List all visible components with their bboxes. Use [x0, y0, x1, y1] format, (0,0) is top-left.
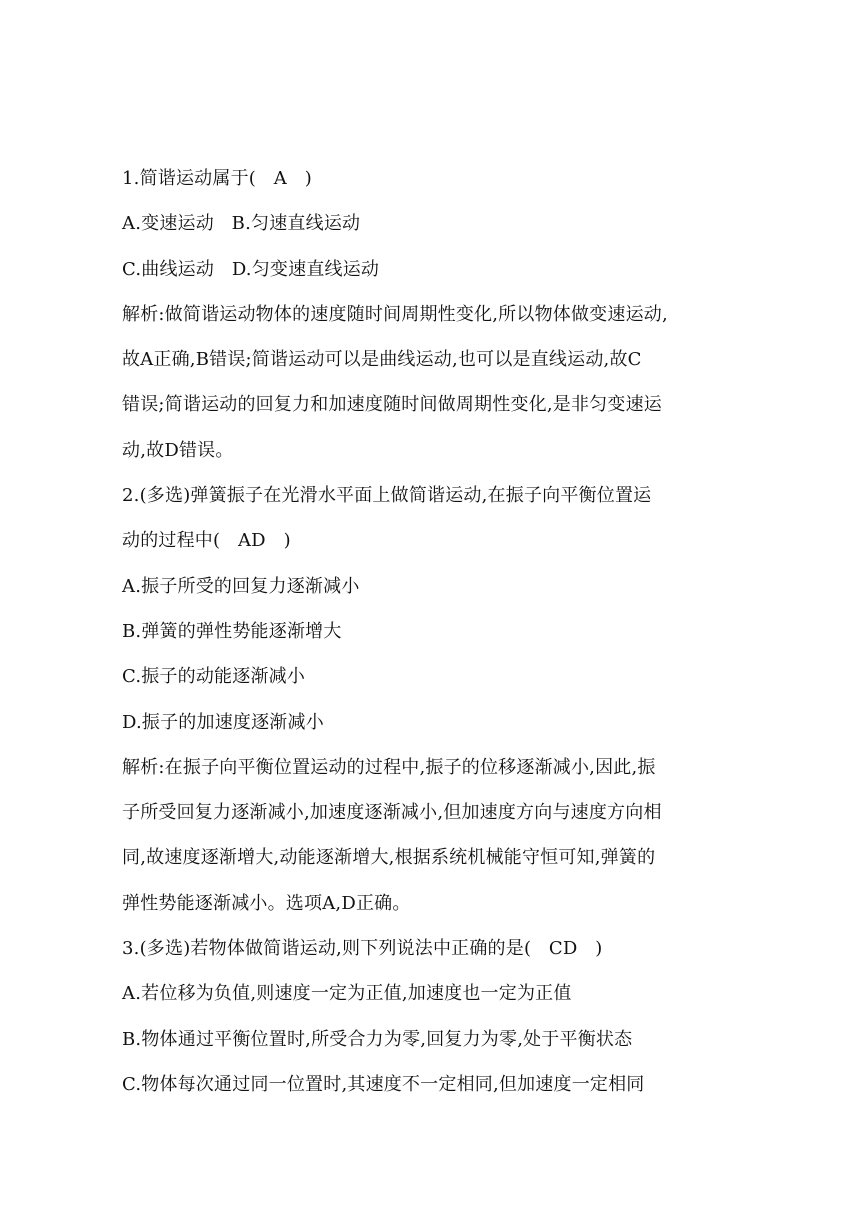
question-3-option-a: A.若位移为负值,则速度一定为正值,加速度也一定为正值	[122, 983, 572, 1005]
document-page	[122, 156, 742, 1107]
question-1-explanation-line-3: 错误;简谐运动的回复力和加速度随时间做周期性变化,是非匀变速运	[122, 394, 662, 416]
question-2-option-b: B.弹簧的弹性势能逐渐增大	[122, 620, 342, 642]
question-3-stem: 3.(多选)若物体做简谐运动,则下列说法中正确的是( CD )	[122, 938, 603, 960]
question-1-explanation-line-2: 故A正确,B错误;简谐运动可以是曲线运动,也可以是直线运动,故C	[122, 349, 642, 371]
question-1-explanation-line-4: 动,故D错误。	[122, 439, 234, 461]
question-2-explanation-line-4: 弹性势能逐渐减小。选项A,D正确。	[122, 892, 411, 914]
question-3-option-c: C.物体每次通过同一位置时,其速度不一定相同,但加速度一定相同	[122, 1073, 645, 1095]
question-1-options-cd: C.曲线运动 D.匀变速直线运动	[122, 258, 380, 280]
question-2-option-a: A.振子所受的回复力逐渐减小	[122, 575, 360, 597]
question-2-stem-line-2: 动的过程中( AD )	[122, 530, 291, 552]
question-1-explanation-line-1: 解析:做简谐运动物体的速度随时间周期性变化,所以物体做变速运动,	[122, 303, 668, 325]
question-2-explanation-line-1: 解析:在振子向平衡位置运动的过程中,振子的位移逐渐减小,因此,振	[122, 756, 656, 778]
question-1-options-ab: A.变速运动 B.匀速直线运动	[122, 213, 361, 235]
question-1-stem: 1.简谐运动属于( A )	[122, 168, 312, 189]
question-2-explanation-line-3: 同,故速度逐渐增大,动能逐渐增大,根据系统机械能守恒可知,弹簧的	[122, 847, 656, 869]
question-2-option-c: C.振子的动能逐渐减小	[122, 666, 306, 688]
question-2-stem-line-1: 2.(多选)弹簧振子在光滑水平面上做简谐运动,在振子向平衡位置运	[122, 485, 652, 507]
question-3-option-b: B.物体通过平衡位置时,所受合力为零,回复力为零,处于平衡状态	[122, 1028, 633, 1050]
question-2-explanation-line-2: 子所受回复力逐渐减小,加速度逐渐减小,但加速度方向与速度方向相	[122, 802, 662, 824]
question-2-option-d: D.振子的加速度逐渐减小	[122, 711, 324, 733]
